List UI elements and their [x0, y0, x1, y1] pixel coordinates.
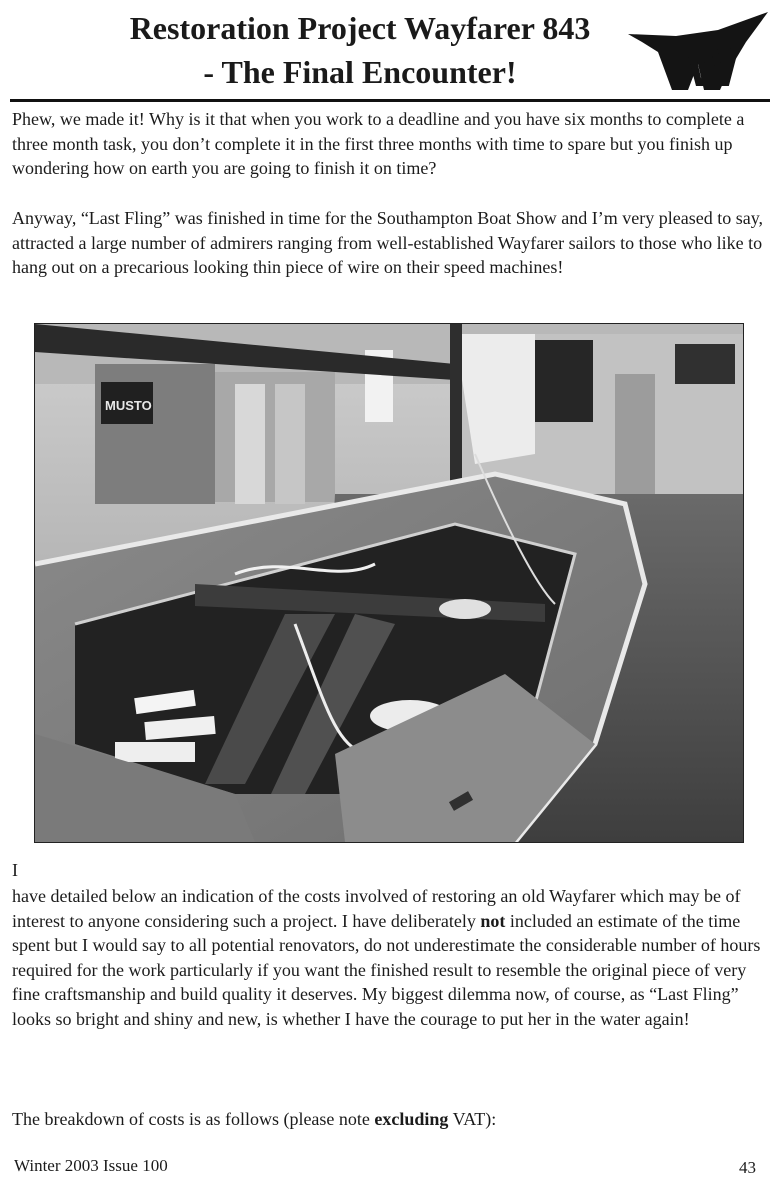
paragraph-costs: [12, 884, 770, 1031]
paragraph-breakdown-part-1: The breakdown of costs is as follows (please note: [12, 1109, 375, 1129]
paragraph-boat-show: Anyway, “Last Fling” was finished in time for the Southampton Boat Show and I’m very pleased to say, attracted a large number of admirers ranging from well-established Wayfarer sailors to those who like to hang out on a precarious looking thin piece of wire on their speed machines!: [12, 208, 764, 277]
paragraph-costs-part-1: have detailed below an indication of the costs involved of restoring an old Wayfarer which may be of interest to anyone considering such a project. I have deliberately: [12, 886, 741, 931]
boat-photo: [34, 323, 744, 843]
paragraph-breakdown-emphasis: excluding: [374, 1109, 449, 1129]
paragraph-breakdown-part-2: VAT):: [448, 1109, 497, 1129]
boat-photo-illustration: [35, 324, 743, 842]
logo-letter: W: [686, 35, 739, 92]
paragraph-costs-part-2: included an estimate of the time spent but I would say to all potential renovators, do not underestimate the considerable number of hours required for the work particularly if you want the finished result to resemble the original piece of very fine craftsmanship and build quality it deserves. My biggest dilemma now, of course, as “Last Fling” looks so bright and shiny and new, is whether I have the courage to put her in the water again!: [12, 910, 761, 1029]
paragraph-lead-letter: I: [12, 860, 18, 880]
title-line-2: - The Final Encounter!: [203, 54, 517, 90]
booth-sign: MUSTO: [105, 398, 152, 413]
wayfarer-logo-icon: [628, 12, 768, 92]
header-rule: [10, 99, 770, 102]
paragraph-breakdown: [12, 1107, 770, 1132]
title-line-1: Restoration Project Wayfarer 843: [129, 10, 591, 46]
page-number: 43: [739, 1158, 756, 1177]
footer-issue: Winter 2003 Issue 100: [14, 1156, 168, 1175]
paragraph-costs-emphasis: not: [480, 910, 506, 931]
page-title: [40, 6, 680, 94]
paragraph-intro: Phew, we made it! Why is it that when you work to a deadline and you have six months to complete a three month task, you don’t complete it in the first three months with time to spare but you finish up wondering how on earth you are going to finish it on time?: [12, 109, 745, 178]
